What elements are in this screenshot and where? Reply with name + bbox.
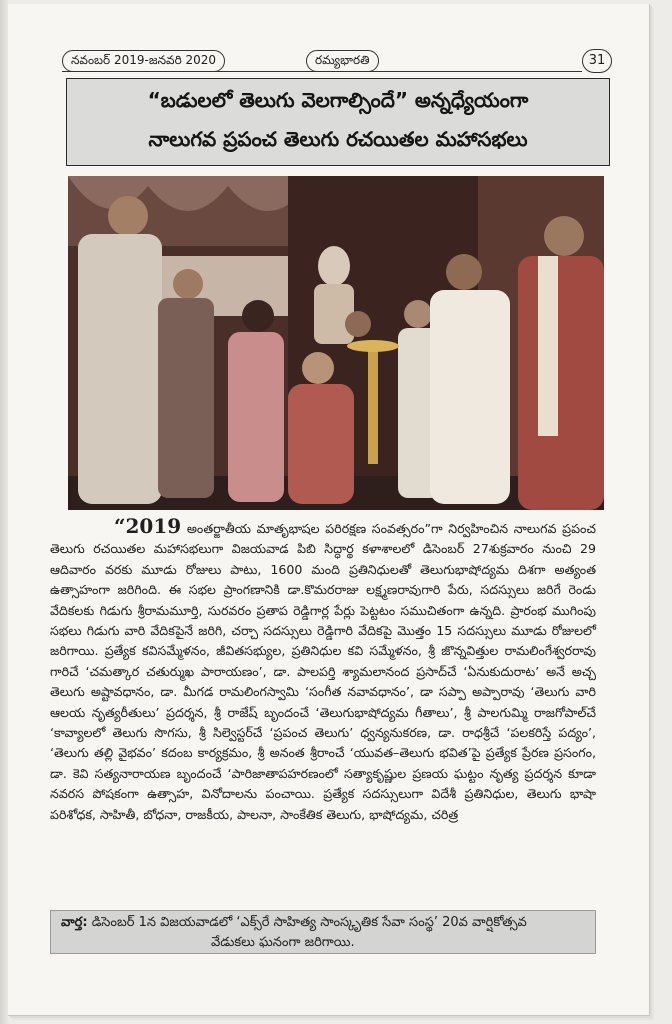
event-photo-illustration bbox=[68, 176, 604, 510]
article-paragraph bbox=[50, 516, 596, 825]
page-number: 31 bbox=[582, 49, 612, 73]
article-body bbox=[50, 516, 596, 825]
issue-date: నవంబర్ 2019-జనవరి 2020 bbox=[62, 50, 225, 72]
header-rule bbox=[62, 71, 582, 72]
news-text-1: డిసెంబర్ 1న విజయవాడలో ‘ఎక్స్‌రే సాహిత్య సాంస్కృతిక సేవా సంస్థ’ 20వ వార్షికోత్సవ bbox=[91, 915, 527, 930]
news-box bbox=[50, 910, 596, 954]
news-line-1 bbox=[61, 913, 585, 933]
article-title-box bbox=[66, 78, 610, 166]
article-title-line-1: “బడులలో తెలుగు వెలగాల్సిందే” అన్నధ్యేయంగా bbox=[147, 88, 529, 112]
opening-quote: “2019 bbox=[114, 514, 182, 538]
news-label: వార్త: bbox=[61, 915, 88, 930]
magazine-name: రమ్యభారతి bbox=[306, 50, 379, 72]
running-header bbox=[62, 50, 612, 72]
news-text-2: వేడుకలు ఘనంగా జరిగాయి. bbox=[211, 935, 355, 950]
event-photo bbox=[68, 176, 604, 510]
article-paragraph-text: అంతర్జాతీయ మాతృభాషల పరిరక్షణ సంవత్సరం”గా నిర్వహించిన నాలుగవ ప్రపంచ తెలుగు రచయితల మహాసభలుగా విజయవాడ పిబి సిద్ధార్థ కళాశాలలో డిసెంబర్ 27శుక్రవారం నుంచి 29 ఆదివారం వరకు మూడు రోజులు పాటు, 1600 మంది ప్రతినిధులతో తెలుగుభాషోద్యమ దిశగా అత్యంత ఉత్సాహంగా జరిగింది. ఈ సభల ప్రాంగణానికి డా.కొమరరాజు లక్ష్మణరావుగారి పేరు, సదస్సులు జరిగే రెండు వేదికలకు గిడుగు శ్రీరామమూర్తి, సురవరం ప్రతాప రెడ్డిగార్ల పేర్లు పెట్టటం సముచితంగా ఉన్నది. ప్రారంభ ముగింపు సభలు గిడుగు వారి వేదికపైనే జరిగి, చర్చా సదస్సులు రెడ్డిగారి వేదికపై మొత్తం 15 సదస్సులు మూడు రోజులలో జరిగాయి. ప్రత్యేక కవిసమ్మేళనం, జీవితసభ్యుల, ప్రతినిధుల కవి సమ్మేళనం, శ్రీ జొన్నవిత్తుల రామలింగేశ్వరరావు గారిచే ‘చమత్కార చతుర్ముఖ పారాయణం’, డా. పాలపర్తి శ్యామలానంద ప్రసాద్‌చే ‘ఏనుకుదురాట’ అనే అచ్చ తెలుగు అష్టావధానం, డా. మీగడ రామలింగస్వామి ‘సంగీత నవావధానం’, డా సప్పా అప్పారావు ‘తెలుగు వారి ఆలయ నృత్యరీతులు’ ప్రదర్శన, శ్రీ రాజేష్ బృందంచే ‘తెలుగుభాషోద్యమ గీతాలు’, శ్రీ పాలగుమ్మి రాజగోపాల్‌చే ‘కావ్యాలలో తెలుగు సొగసు, శ్రీ సిల్వెస్టర్‌చే ‘ప్రపంచ తెలుగు’ ధ్వన్యనుకరణ, డా. రాధశ్రీచే ‘పలకరిస్తే పద్యం’, ‘తెలుగు తల్లి వైభవం’ కదంబ కార్యక్రమం, శ్రీ అనంత శ్రీరాంచే ‘యువత–తెలుగు భవిత’పై ప్రత్యేక ప్రేరణ ప్రసంగం, డా. కెవి సత్యనారాయణ బృందంచే ‘పారిజాతాపహరణంలో సత్యాకృష్ణుల ప్రణయ ఘట్టం నృత్య ప్రదర్శన కూడా నవరస పోషకంగా ఉత్సాహ, వినోదాలను పంచాయి. ప్రత్యేక సదస్సులుగా విదేశీ ప్రతినిధుల, తెలుగు భాషా పరిశోధక, సాహితీ, బోధనా, రాజకీయ, పాలనా, సాంకేతిక తెలుగు, భాషోద్యమ, చరిత్ర bbox=[50, 521, 596, 822]
article-title-line-2: నాలుగవ ప్రపంచ తెలుగు రచయితల మహాసభలు bbox=[148, 127, 528, 151]
